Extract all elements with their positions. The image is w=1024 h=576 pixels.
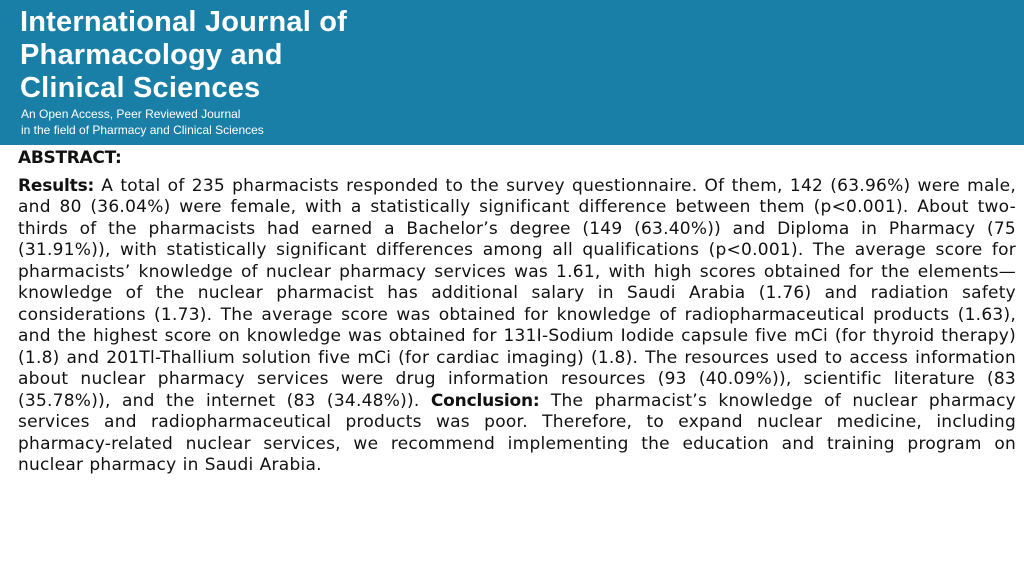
- abstract-heading: ABSTRACT:: [18, 148, 122, 168]
- journal-title-line: Pharmacology and: [20, 39, 283, 71]
- abstract-section: [18, 148, 1016, 477]
- journal-title-line: International Journal of: [20, 6, 348, 38]
- tagline-line: An Open Access, Peer Reviewed Journal: [21, 107, 241, 121]
- abstract-body: [18, 176, 1016, 477]
- results-text: A total of 235 pharmacists responded to the survey questionnaire. Of them, 142 (63.96%) were male, and 80 (36.04%) were female, with a statistically significant difference between them (p<0.001). About two-thirds of the pharmacists had earned a Bachelor’s degree (149 (63.40%)) and Diploma in Pharmacy (75 (31.91%)), with statistically significant differences among all qualifications (p<0.001). The average score for pharmacists’ knowledge of nuclear pharmacy services was 1.61, with high scores obtained for the elements—knowledge of the nuclear pharmacist has additional salary in Saudi Arabia (1.76) and radiation safety considerations (1.73). The average score was obtained for knowledge of radiopharmaceutical products (1.63), and the highest score on knowledge was obtained for 131I-Sodium Iodide capsule five mCi (for thyroid therapy) (1.8) and 201Tl-Thallium solution five mCi (for cardiac imaging) (1.8). The resources used to access information about nuclear pharmacy services were drug information resources (93 (40.09%)), scientific literature (83 (35.78%)), and the internet (83 (34.48%)).: [18, 175, 1016, 411]
- conclusion-text: The pharmacist’s knowledge of nuclear pharmacy services and radiopharmaceutical products was poor. Therefore, to expand nuclear medicine, including pharmacy-related nuclear services, we recommend implementing the education and training program on nuclear pharmacy in Saudi Arabia.: [18, 390, 1016, 475]
- journal-tagline: [21, 106, 264, 138]
- journal-title: [20, 6, 347, 105]
- journal-title-line: Clinical Sciences: [20, 72, 261, 104]
- journal-header: [0, 0, 1024, 145]
- conclusion-label: Conclusion:: [430, 390, 540, 411]
- results-label: Results:: [18, 175, 95, 196]
- tagline-line: in the field of Pharmacy and Clinical Sciences: [21, 123, 264, 137]
